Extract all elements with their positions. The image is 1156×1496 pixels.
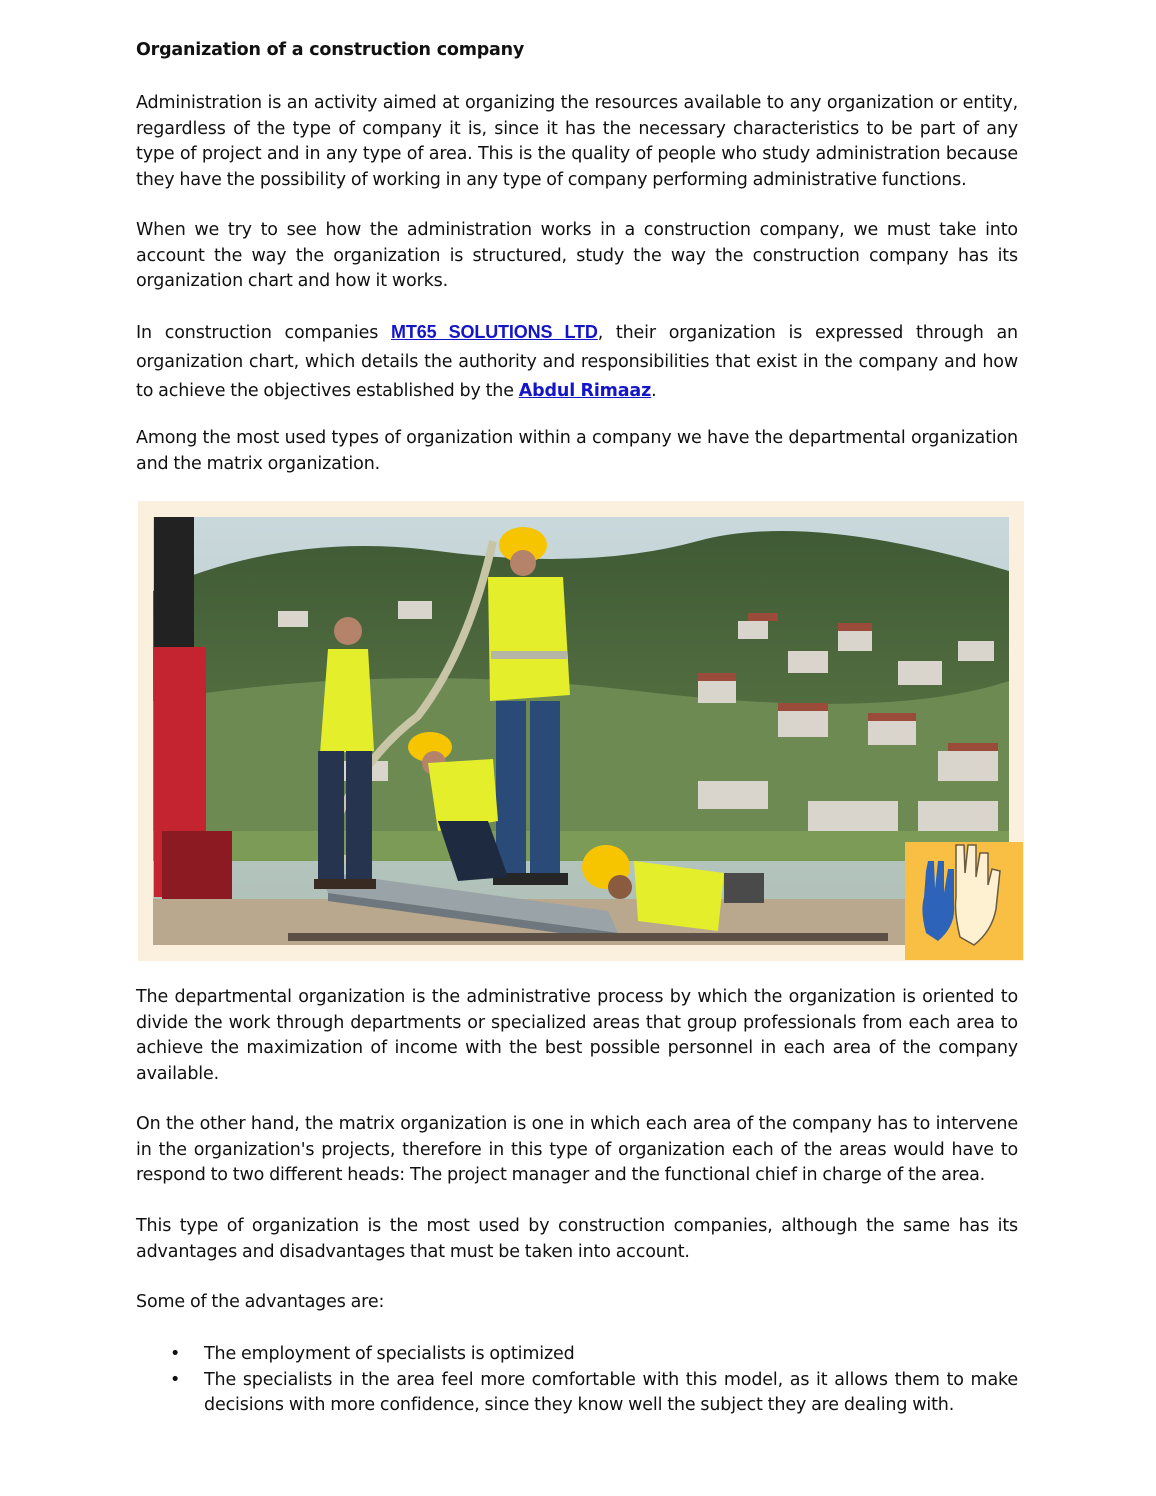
paragraph-text: Among the most used types of organization within a company we have the departmental organization and the matrix organization.: [136, 428, 1018, 474]
paragraph-text: Administration is an activity aimed at organizing the resources available to any organization or entity, regardless of the type of company it is, since it has the necessary characteristics to be part of any type of project and in any type of area. This is the quality of people who study administration because they have the possibility of working in any type of company performing administrative functions.: [136, 93, 1018, 190]
paragraph-structure: [136, 218, 1018, 295]
list-item: [136, 1368, 1018, 1419]
list-item-text: The employment of specialists is optimized: [204, 1344, 575, 1364]
photo-illustration: [138, 501, 1024, 961]
paragraph-org-chart: [136, 318, 1018, 406]
paragraph-most-used: [136, 1214, 1018, 1265]
person-link[interactable]: Abdul Rimaaz: [518, 381, 652, 401]
text-span: , their organization is expressed through an organization chart, which details the authority and responsibilities that exist in the company and how to achieve the objectives established by the: [136, 323, 1018, 401]
list-item: [136, 1342, 1018, 1368]
paragraph-text: The departmental organization is the administrative process by which the organization is oriented to divide the work through departments or specialized areas that group professionals from each area to achieve the maximization of income with the best possible personnel in each area of the company available.: [136, 987, 1018, 1084]
paragraph-intro: [136, 91, 1018, 193]
company-link[interactable]: MT65 SOLUTIONS LTD: [391, 322, 598, 342]
paragraph-text: This type of organization is the most used by construction companies, although the same has its advantages and disadvantages that must be taken into account.: [136, 1216, 1018, 1262]
construction-workers-photo: [138, 501, 1024, 961]
bullet-icon: •: [170, 1344, 181, 1364]
text-span: .: [651, 381, 657, 401]
paragraph-org-types: [136, 426, 1018, 477]
bullet-icon: •: [170, 1369, 181, 1390]
text-span: In construction companies: [136, 323, 392, 343]
paragraph-text: When we try to see how the administration works in a construction company, we must take into account the way the organization is structured, study the way the construction company has its organization chart and how it works.: [136, 220, 1018, 291]
page-title: Organization of a construction company: [136, 40, 525, 60]
paragraph-text: [136, 318, 1018, 406]
advantages-list: [136, 1342, 1018, 1419]
paragraph-text: Some of the advantages are:: [136, 1292, 385, 1312]
paragraph-departmental: [136, 985, 1018, 1087]
paragraph-text: On the other hand, the matrix organization is one in which each area of the company has to intervene in the organization's projects, therefore in this type of organization each of the areas would have to respond to two different heads: The project manager and the functional chief in charge of the area.: [136, 1114, 1018, 1185]
paragraph-matrix: [136, 1112, 1018, 1189]
list-item-text: The specialists in the area feel more comfortable with this model, as it allows them to make decisions with more confidence, since they know well the subject they are dealing with.: [204, 1369, 1018, 1415]
paragraph-advantages-intro: [136, 1290, 1018, 1316]
